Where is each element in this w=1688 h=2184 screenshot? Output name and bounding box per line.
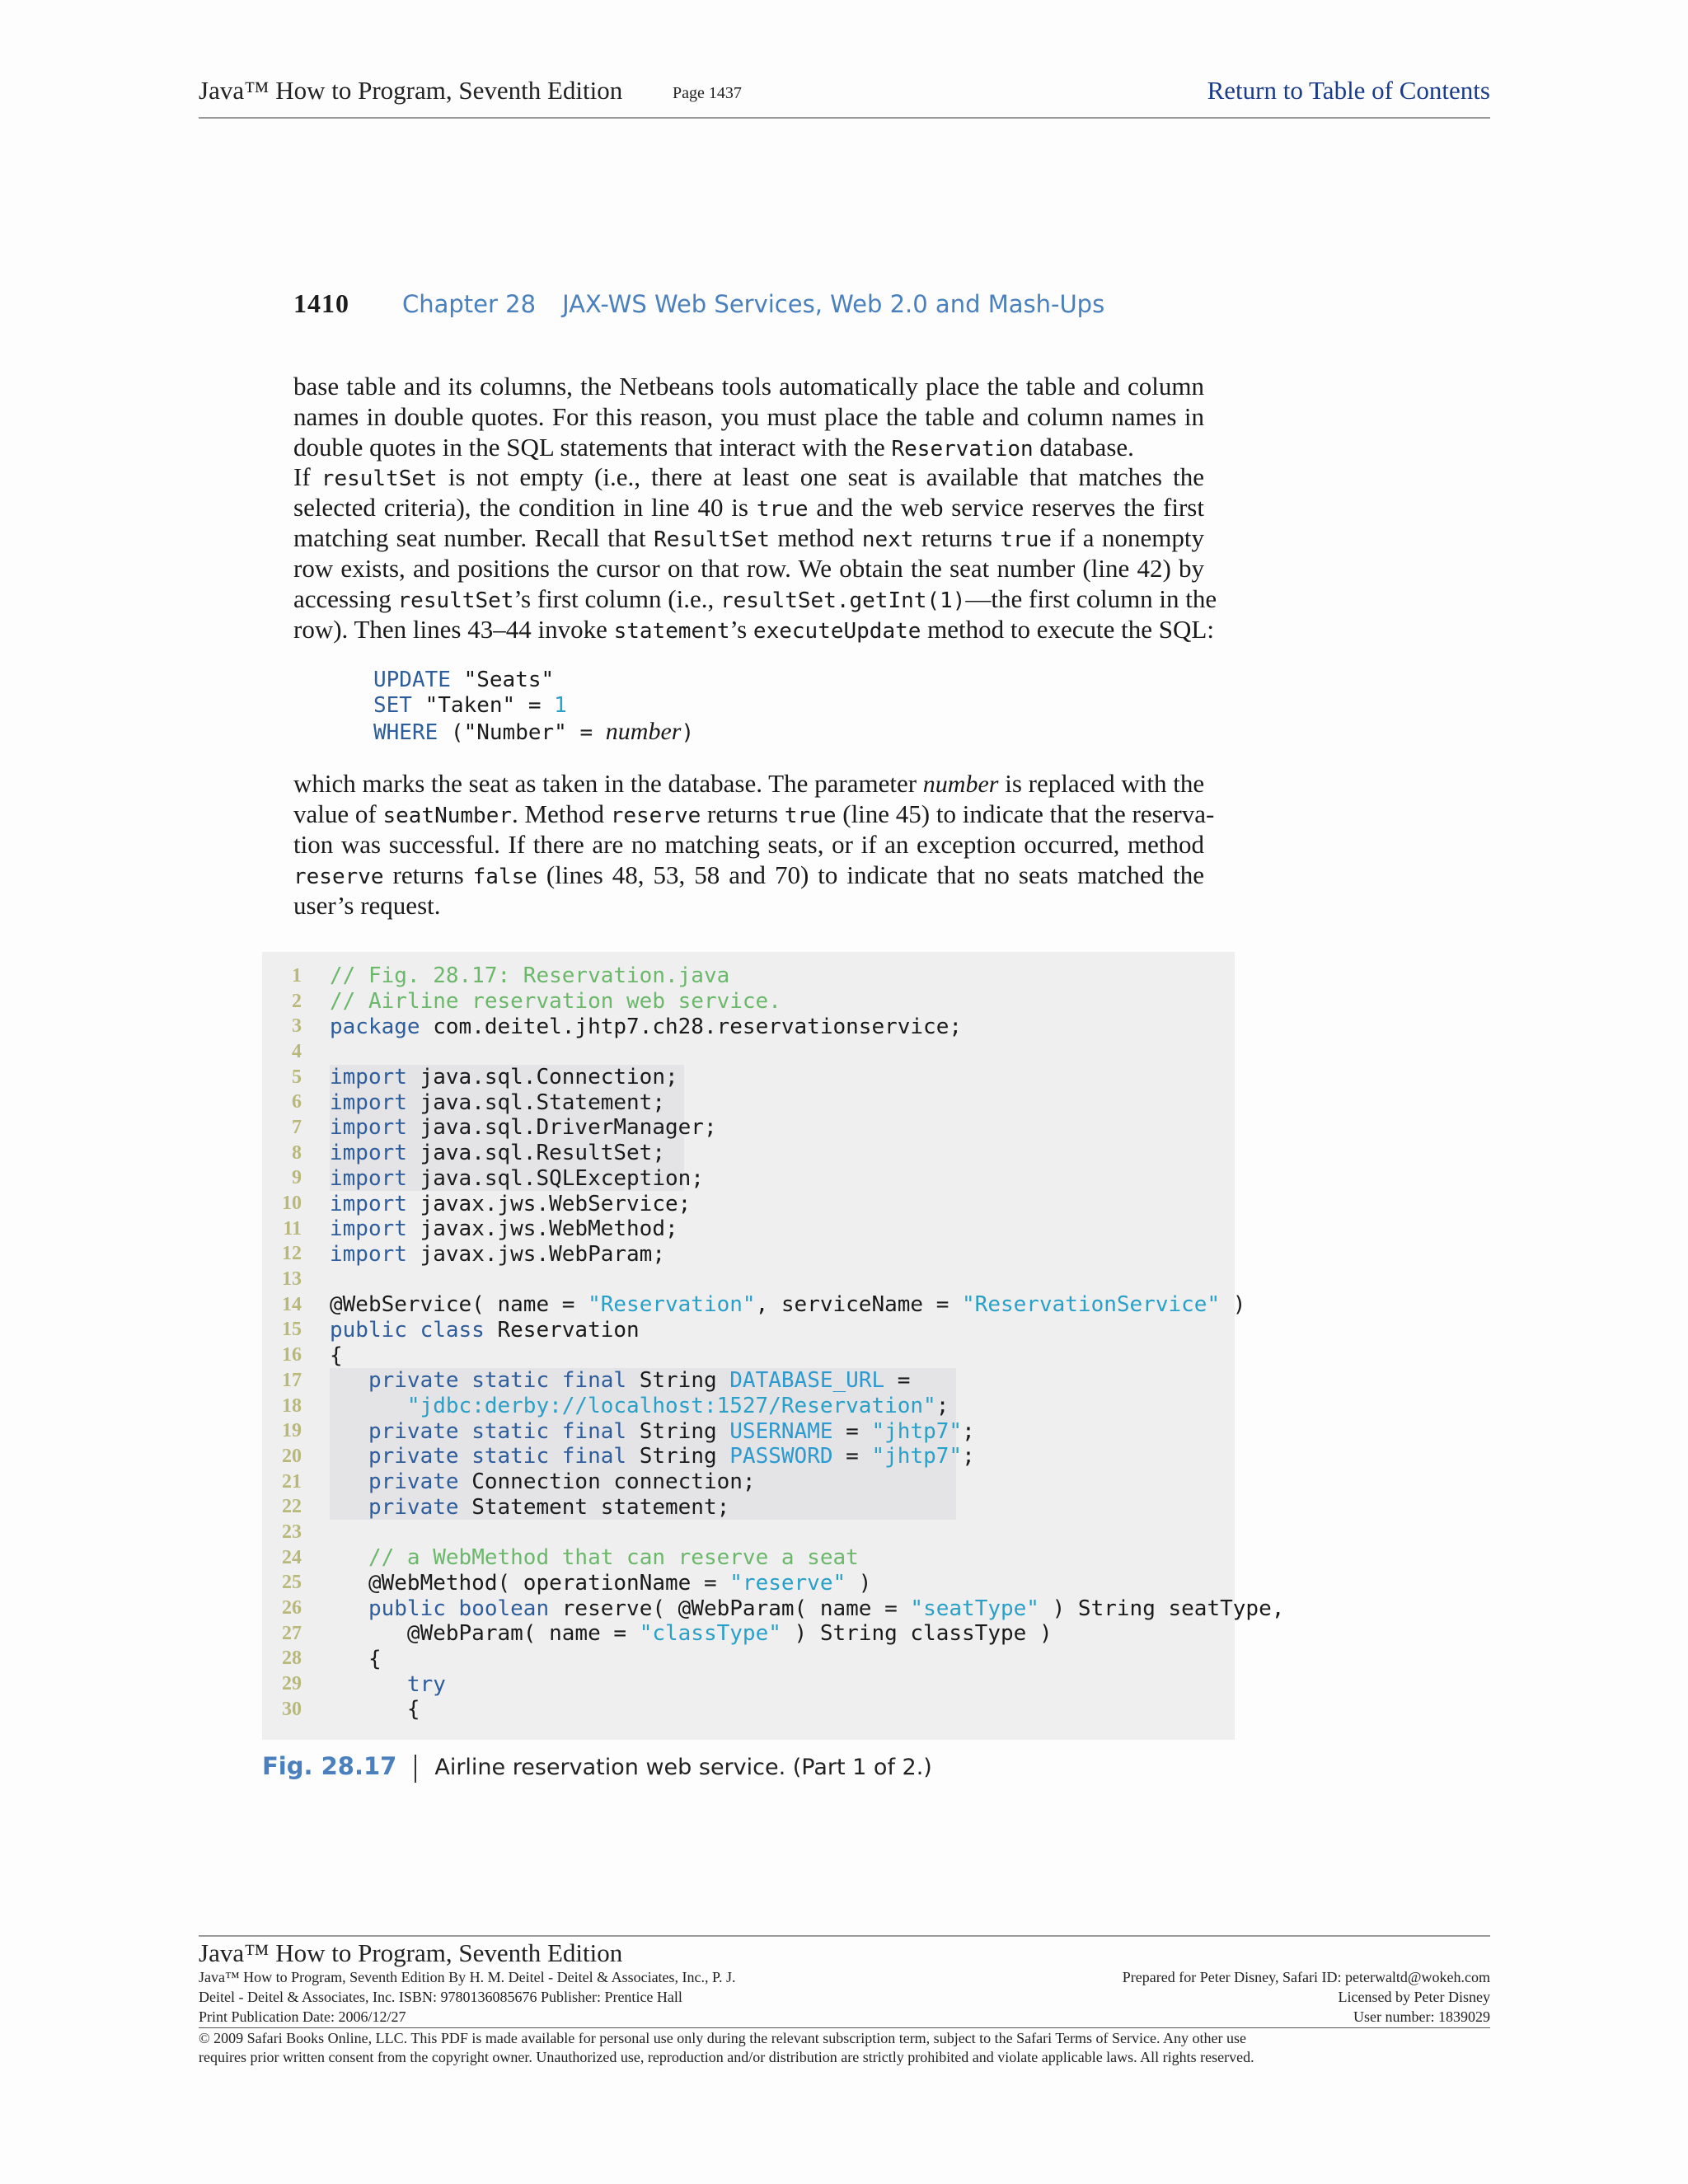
sql-text: "Taken" = [411, 693, 555, 718]
code-text [330, 1015, 962, 1039]
inline-code: Reservation [891, 437, 1034, 462]
code-keyword: private static final [368, 1444, 627, 1469]
code-token [330, 1545, 368, 1570]
sql-param: number [605, 718, 682, 745]
code-keyword: private [368, 1494, 459, 1520]
chapter-title: JAX-WS Web Services, Web 2.0 and Mash-Ups [562, 290, 1105, 318]
text-run: selected criteria), the condition in line 40 is [293, 493, 757, 522]
code-text [330, 1495, 729, 1520]
code-token [330, 1672, 407, 1697]
code-line [262, 1216, 1235, 1242]
code-token: String [639, 1368, 730, 1394]
code-line [262, 1394, 1235, 1419]
code-text [330, 1672, 459, 1697]
code-token: javax.jws.WebParam; [420, 1241, 665, 1267]
line-number: 30 [282, 1698, 302, 1720]
code-text [330, 1166, 704, 1191]
code-line [262, 1141, 1235, 1166]
code-token: @WebMethod( operationName = [330, 1570, 730, 1596]
text-line [293, 492, 1204, 523]
code-string: "classType" [639, 1621, 781, 1647]
figure-text: Airline reservation web service. (Part 1 of 2.) [434, 1755, 932, 1780]
sql-text: ) [681, 720, 695, 745]
sql-text: ("Number" = [438, 720, 606, 745]
line-number: 1 [292, 964, 302, 987]
code-token [330, 1469, 368, 1494]
code-line [262, 1090, 1235, 1115]
text-line [293, 523, 1204, 553]
inline-code: reserve [610, 804, 701, 828]
code-constant: PASSWORD [729, 1444, 833, 1469]
code-line [262, 1242, 1235, 1268]
sql-keyword: UPDATE [373, 668, 451, 692]
text-run: and the web service reserves the first [808, 493, 1204, 522]
line-number: 6 [292, 1091, 302, 1113]
code-token: java.sql.SQLException; [420, 1165, 704, 1191]
text-run: base table and its columns, the Netbeans tools automatically place the table and column [293, 372, 1204, 401]
code-line [262, 1494, 1235, 1520]
text-line [293, 614, 1214, 644]
line-number: 20 [282, 1445, 302, 1467]
sql-line-3 [373, 719, 694, 746]
code-text [330, 1192, 691, 1216]
text-line [293, 553, 1204, 583]
text-run: If [293, 462, 321, 491]
line-number: 25 [282, 1572, 302, 1594]
code-string: "Reservation" [588, 1292, 756, 1318]
code-line [262, 1039, 1235, 1065]
text-line [293, 371, 1204, 401]
page-number: 1410 [293, 288, 349, 318]
line-number: 22 [282, 1496, 302, 1518]
code-keyword: import [330, 1065, 407, 1090]
text-run: database. [1033, 433, 1134, 462]
code-line [262, 1267, 1235, 1292]
code-keyword: private [368, 1469, 459, 1495]
inline-code: seatNumber [382, 804, 513, 828]
code-token [330, 1444, 368, 1469]
code-line [262, 1697, 1235, 1722]
code-token: { [330, 1343, 343, 1368]
code-text [330, 1216, 678, 1241]
line-number: 8 [292, 1141, 302, 1164]
code-line [262, 1469, 1235, 1495]
line-number: 19 [282, 1420, 302, 1442]
figure-number: Fig. 28.17 [262, 1752, 397, 1780]
code-constant: DATABASE_URL [729, 1368, 885, 1394]
code-keyword: try [406, 1671, 446, 1697]
code-token: java.sql.Statement; [420, 1090, 665, 1115]
footer-right-2: Licensed by Peter Disney [1338, 1989, 1490, 2005]
text-run: (lines 48, 53, 58 and 70) to indicate that no seats matched the [537, 860, 1204, 889]
code-line [262, 1166, 1235, 1192]
line-number: 11 [283, 1217, 302, 1240]
code-token: ; [962, 1418, 975, 1444]
book-title: Java™ How to Program, Seventh Edition [199, 76, 623, 105]
paragraph-1 [293, 371, 1204, 462]
code-token [330, 1495, 368, 1520]
footer-right-3: User number: 1839029 [1353, 2008, 1490, 2025]
code-line [262, 1065, 1235, 1090]
line-number: 12 [282, 1243, 302, 1265]
paragraph-3 [293, 768, 1215, 921]
code-text [330, 1469, 756, 1494]
code-text [330, 989, 781, 1014]
code-token: java.sql.ResultSet; [420, 1141, 665, 1166]
code-line [262, 1191, 1235, 1216]
inline-code: true [756, 497, 809, 522]
code-text [330, 1141, 665, 1165]
code-comment: // a WebMethod that can reserve a seat [368, 1545, 859, 1571]
footer-divider-2 [199, 2027, 1490, 2028]
sql-snippet [373, 668, 694, 746]
code-line [262, 1343, 1235, 1368]
code-constant: USERNAME [729, 1418, 833, 1444]
code-token: java.sql.Connection; [420, 1065, 678, 1090]
code-token: ) [1220, 1292, 1246, 1318]
page-label: Page 1437 [673, 84, 742, 102]
top-header [199, 76, 1490, 119]
code-line [262, 1318, 1235, 1343]
figure-caption [262, 1752, 932, 1783]
line-number: 14 [282, 1293, 302, 1315]
inline-code: reserve [293, 865, 384, 889]
code-keyword: import [330, 1165, 407, 1191]
text-run: returns [383, 860, 473, 889]
code-token: = [884, 1368, 911, 1394]
code-text [330, 1571, 871, 1596]
code-string: "seatType" [910, 1596, 1039, 1621]
text-run: names in double quotes. For this reason, you must place the table and column names in [293, 402, 1204, 431]
footer-right-1: Prepared for Peter Disney, Safari ID: peterwaltd@wokeh.com [1122, 1969, 1490, 1985]
line-number: 28 [282, 1647, 302, 1670]
text-run: —the first column in the [965, 584, 1217, 613]
inline-code: resultSet [321, 466, 438, 491]
code-token: @WebParam( name = [330, 1621, 640, 1647]
code-text [330, 1242, 665, 1267]
line-number: 7 [292, 1116, 302, 1138]
code-token: { [330, 1697, 420, 1722]
code-text [330, 1647, 382, 1671]
code-keyword: public class [330, 1317, 485, 1343]
text-run: tion was successful. If there are no matching seats, or if an exception occurred, method [293, 830, 1204, 859]
code-string: "jhtp7" [871, 1418, 963, 1444]
text-run: . Method [512, 799, 611, 828]
code-lines [262, 963, 1285, 1722]
code-keyword: import [330, 1191, 407, 1216]
text-run: returns [701, 799, 785, 828]
copyright-line-2: requires prior written consent from the copyright owner. Unauthorized use, reproduction and/or distribution are strictly prohibited and violate applicable laws. All rights reserved. [199, 2049, 1254, 2065]
line-number: 16 [282, 1344, 302, 1366]
caption-divider [415, 1755, 416, 1783]
code-token: java.sql.DriverManager; [420, 1115, 717, 1141]
inline-code: statement [613, 619, 730, 644]
code-text [330, 1596, 1284, 1621]
code-token: javax.jws.WebService; [420, 1191, 692, 1216]
code-keyword: import [330, 1241, 407, 1267]
code-token: = [832, 1418, 872, 1444]
code-string: "jdbc:derby://localhost:1527/Reservation" [406, 1394, 936, 1419]
text-run: user’s request. [293, 891, 441, 920]
inline-code: executeUpdate [753, 619, 921, 644]
line-number: 27 [282, 1622, 302, 1644]
text-run: ’s first column (i.e., [513, 584, 720, 613]
code-text [330, 1621, 1053, 1646]
code-line [262, 1545, 1235, 1571]
code-string: "ReservationService" [962, 1292, 1221, 1318]
inline-code: next [861, 527, 914, 552]
code-text [330, 1368, 910, 1393]
text-run: matching seat number. Recall that [293, 523, 654, 552]
code-keyword: package [330, 1014, 420, 1039]
code-comment: // Fig. 28.17: Reservation.java [330, 963, 730, 989]
code-token: ) String classType ) [781, 1621, 1053, 1647]
line-number: 9 [292, 1167, 302, 1189]
text-run: returns [913, 523, 1001, 552]
code-token: Reservation [497, 1317, 640, 1343]
code-token: = [832, 1444, 872, 1469]
footer-title: Java™ How to Program, Seventh Edition [199, 1938, 623, 1967]
code-token: com.deitel.jhtp7.ch28.reservationservice; [433, 1014, 963, 1039]
code-token: ; [962, 1444, 975, 1469]
code-token: { [330, 1646, 382, 1671]
text-run: method to execute the SQL: [921, 615, 1214, 644]
line-number: 18 [282, 1394, 302, 1417]
footer-divider [199, 1935, 1490, 1937]
code-token: @WebService( name = [330, 1292, 588, 1318]
text-run: ’s [729, 615, 753, 644]
text-run: method [769, 523, 862, 552]
text-line [293, 799, 1215, 829]
footer-left-1: Java™ How to Program, Seventh Edition By H. M. Deitel - Deitel & Associates, Inc., P. J. [199, 1969, 736, 1985]
code-string: "reserve" [729, 1570, 846, 1596]
code-line [262, 1115, 1235, 1141]
code-text [330, 1697, 420, 1722]
code-text [330, 1343, 343, 1368]
text-run: which marks the seat as taken in the database. The parameter [293, 769, 923, 798]
chapter-label: Chapter 28 [402, 290, 537, 318]
text-line [293, 462, 1204, 492]
code-text [330, 1065, 678, 1090]
text-line [293, 432, 1204, 462]
text-run: row). Then lines 43–44 invoke [293, 615, 614, 644]
text-line [293, 401, 1204, 432]
code-line [262, 1014, 1235, 1039]
sql-number: 1 [554, 693, 567, 718]
code-keyword: private static final [368, 1368, 627, 1394]
code-keyword: import [330, 1141, 407, 1166]
sql-line-2 [373, 693, 694, 719]
code-line [262, 1520, 1235, 1545]
code-line [262, 989, 1235, 1015]
code-token: String [639, 1444, 730, 1469]
text-run: accessing [293, 584, 398, 613]
inline-code: resultSet [397, 588, 514, 613]
code-token: reserve( @WebParam( name = [561, 1596, 911, 1621]
footer-left-2: Deitel - Deitel & Associates, Inc. ISBN: 9780136085676 Publisher: Prentice Hall [199, 1989, 682, 2005]
text-run: if a nonempty [1052, 523, 1204, 552]
code-token [330, 1394, 407, 1418]
code-keyword: import [330, 1115, 407, 1141]
text-line [293, 829, 1204, 860]
line-number: 10 [282, 1193, 302, 1215]
sql-text: "Seats" [450, 668, 555, 692]
code-text [330, 1090, 665, 1115]
text-run: value of [293, 799, 383, 828]
copyright-line-1: © 2009 Safari Books Online, LLC. This PDF is made available for personal use only during the relevant subscription term, subject to the Safari Terms of Service. Any other use [199, 2030, 1246, 2046]
code-token: String [639, 1418, 730, 1444]
code-line [262, 1671, 1235, 1697]
text-line [293, 583, 1217, 614]
inline-code: true [1000, 527, 1053, 552]
text-run: is not empty (i.e., there at least one seat is available that matches the [437, 462, 1204, 491]
code-line [262, 1596, 1285, 1621]
line-number: 15 [282, 1319, 302, 1341]
code-text [330, 1545, 859, 1570]
code-text [330, 1444, 975, 1469]
inline-code: resultSet.getInt(1) [720, 588, 966, 613]
code-text [330, 1394, 949, 1418]
code-token [330, 1368, 368, 1393]
code-line [262, 1621, 1235, 1647]
inline-code: ResultSet [654, 527, 770, 552]
code-token: , serviceName = [755, 1292, 963, 1318]
code-keyword: private static final [368, 1418, 627, 1444]
line-number: 17 [282, 1369, 302, 1391]
code-line [262, 963, 1235, 989]
code-text [330, 1419, 975, 1444]
running-head [293, 288, 1104, 319]
code-token: javax.jws.WebMethod; [420, 1216, 678, 1242]
text-line [293, 768, 1204, 799]
code-string: "jhtp7" [871, 1444, 963, 1469]
code-line [262, 1444, 1235, 1469]
code-token: Connection connection; [471, 1469, 756, 1495]
text-run: row exists, and positions the cursor on that row. We obtain the seat number (line 42) by [293, 554, 1204, 583]
line-number: 26 [282, 1597, 302, 1619]
code-text [330, 1318, 640, 1343]
italic-term: number [922, 771, 999, 798]
text-run: (line 45) to indicate that the reserva- [836, 799, 1215, 828]
text-line [293, 860, 1204, 890]
code-token [330, 1419, 368, 1444]
code-listing [262, 952, 1285, 1740]
line-number: 23 [282, 1521, 302, 1543]
sql-keyword: SET [373, 693, 412, 718]
code-token: ) [846, 1570, 872, 1596]
code-token: ) String seatType, [1039, 1596, 1285, 1621]
code-line [262, 1418, 1235, 1444]
code-comment: // Airline reservation web service. [330, 989, 781, 1015]
text-run: is replaced with the [998, 769, 1205, 798]
code-token [330, 1596, 368, 1621]
code-line [262, 1368, 1235, 1394]
code-keyword: public boolean [368, 1596, 550, 1621]
text-run: double quotes in the SQL statements that interact with the [293, 433, 892, 462]
code-keyword: import [330, 1216, 407, 1242]
code-keyword: import [330, 1090, 407, 1115]
footer [199, 1935, 1490, 2067]
line-number: 5 [292, 1066, 302, 1088]
toc-link[interactable]: Return to Table of Contents [1207, 76, 1490, 105]
code-token: Statement statement; [471, 1494, 730, 1520]
line-number: 21 [282, 1470, 302, 1493]
footer-left-3: Print Publication Date: 2006/12/27 [199, 2008, 406, 2025]
code-line [262, 1647, 1235, 1672]
code-token: ; [935, 1394, 950, 1419]
code-text [330, 1115, 717, 1140]
sql-keyword: WHERE [373, 720, 438, 745]
inline-code: true [784, 804, 837, 828]
paragraph-2 [293, 462, 1217, 644]
line-number: 13 [282, 1268, 302, 1291]
line-number: 2 [292, 990, 302, 1012]
inline-code: false [472, 865, 537, 889]
line-number: 3 [292, 1015, 302, 1038]
code-line [262, 1571, 1235, 1596]
text-line [293, 890, 1204, 921]
line-number: 24 [282, 1546, 302, 1568]
code-text [330, 1292, 1245, 1317]
line-number: 4 [292, 1040, 302, 1062]
line-number: 29 [282, 1673, 302, 1695]
sql-line-1 [373, 668, 694, 693]
code-text [330, 963, 729, 988]
code-line [262, 1292, 1246, 1318]
